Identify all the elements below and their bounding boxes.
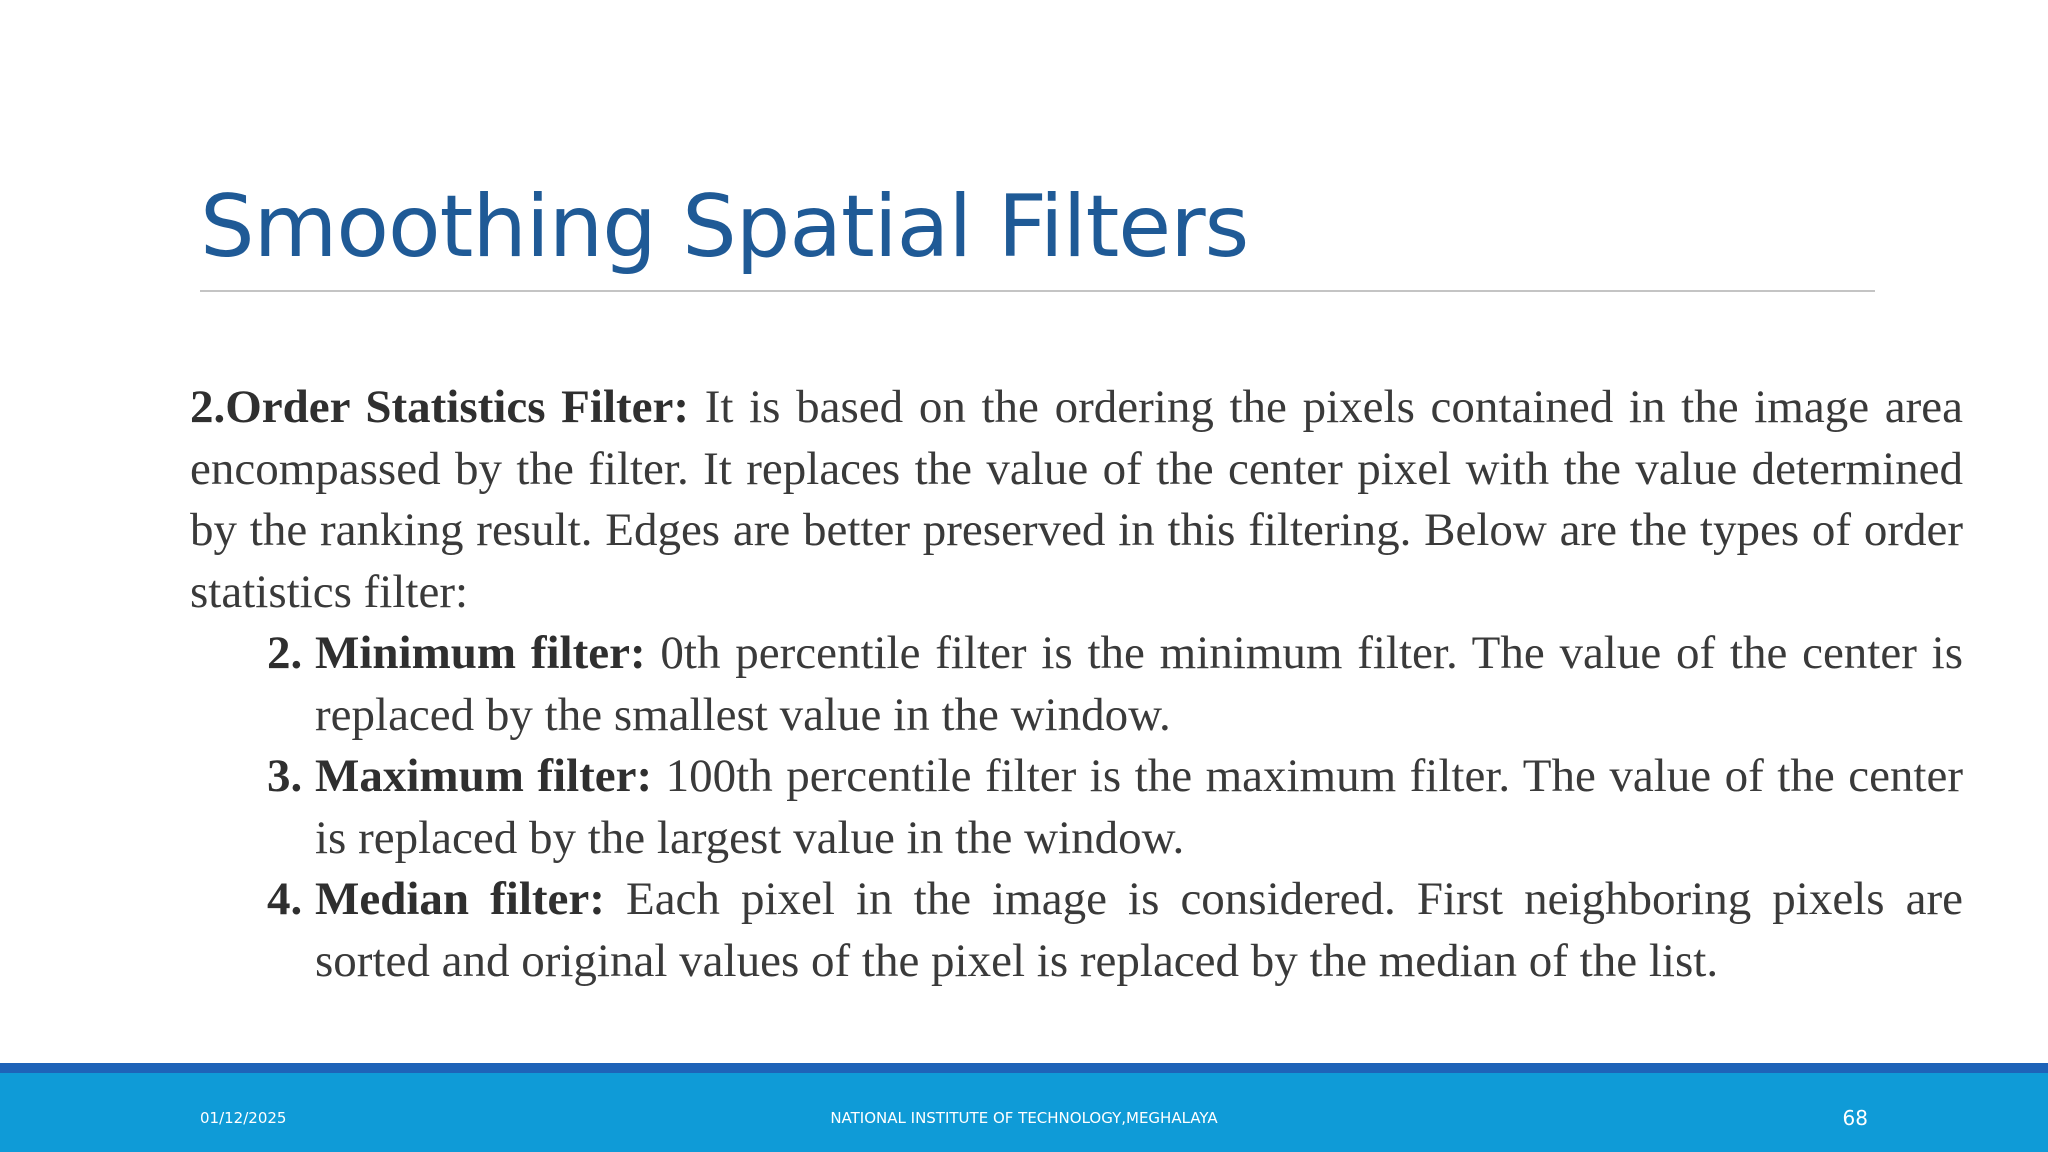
list-text: 100th percentile filter is the maximum filter. The value of the center is replaced by the largest value in the window. — [315, 750, 1963, 864]
intro-text: It is based on the ordering the pixels contained in the image area encompassed by the filter. It replaces the value of the center pixel with the value determined by the ranking result. Edges are better preserved in this filtering. Below are the types of order statistics filter: — [190, 381, 1963, 618]
filter-list — [190, 623, 1963, 992]
list-item-maximum — [190, 746, 1963, 869]
slide-body — [190, 377, 1963, 992]
list-item-median — [190, 869, 1963, 992]
list-number: 4. — [267, 873, 303, 925]
footer-stripe — [0, 1063, 2048, 1073]
list-text: 0th percentile filter is the minimum filter. The value of the center is replaced by the smallest value in the window. — [315, 627, 1963, 741]
list-text: Each pixel in the image is considered. First neighboring pixels are sorted and original values of the pixel is replaced by the median of the list. — [315, 873, 1963, 987]
list-number: 3. — [267, 750, 303, 802]
list-term: Median filter: — [315, 873, 605, 925]
list-term: Maximum filter: — [315, 750, 653, 802]
page-number: 68 — [1842, 1106, 1868, 1130]
footer-institution: NATIONAL INSTITUTE OF TECHNOLOGY,MEGHALAYA — [830, 1109, 1218, 1127]
intro-paragraph — [190, 377, 1963, 623]
footer-bar — [0, 1073, 2048, 1152]
intro-heading: 2.Order Statistics Filter: — [190, 381, 690, 433]
slide-title: Smoothing Spatial Filters — [200, 177, 1249, 277]
title-divider — [200, 290, 1875, 292]
footer-date: 01/12/2025 — [200, 1109, 287, 1127]
list-term: Minimum filter: — [315, 627, 646, 679]
list-number: 2. — [267, 627, 303, 679]
list-item-minimum — [190, 623, 1963, 746]
